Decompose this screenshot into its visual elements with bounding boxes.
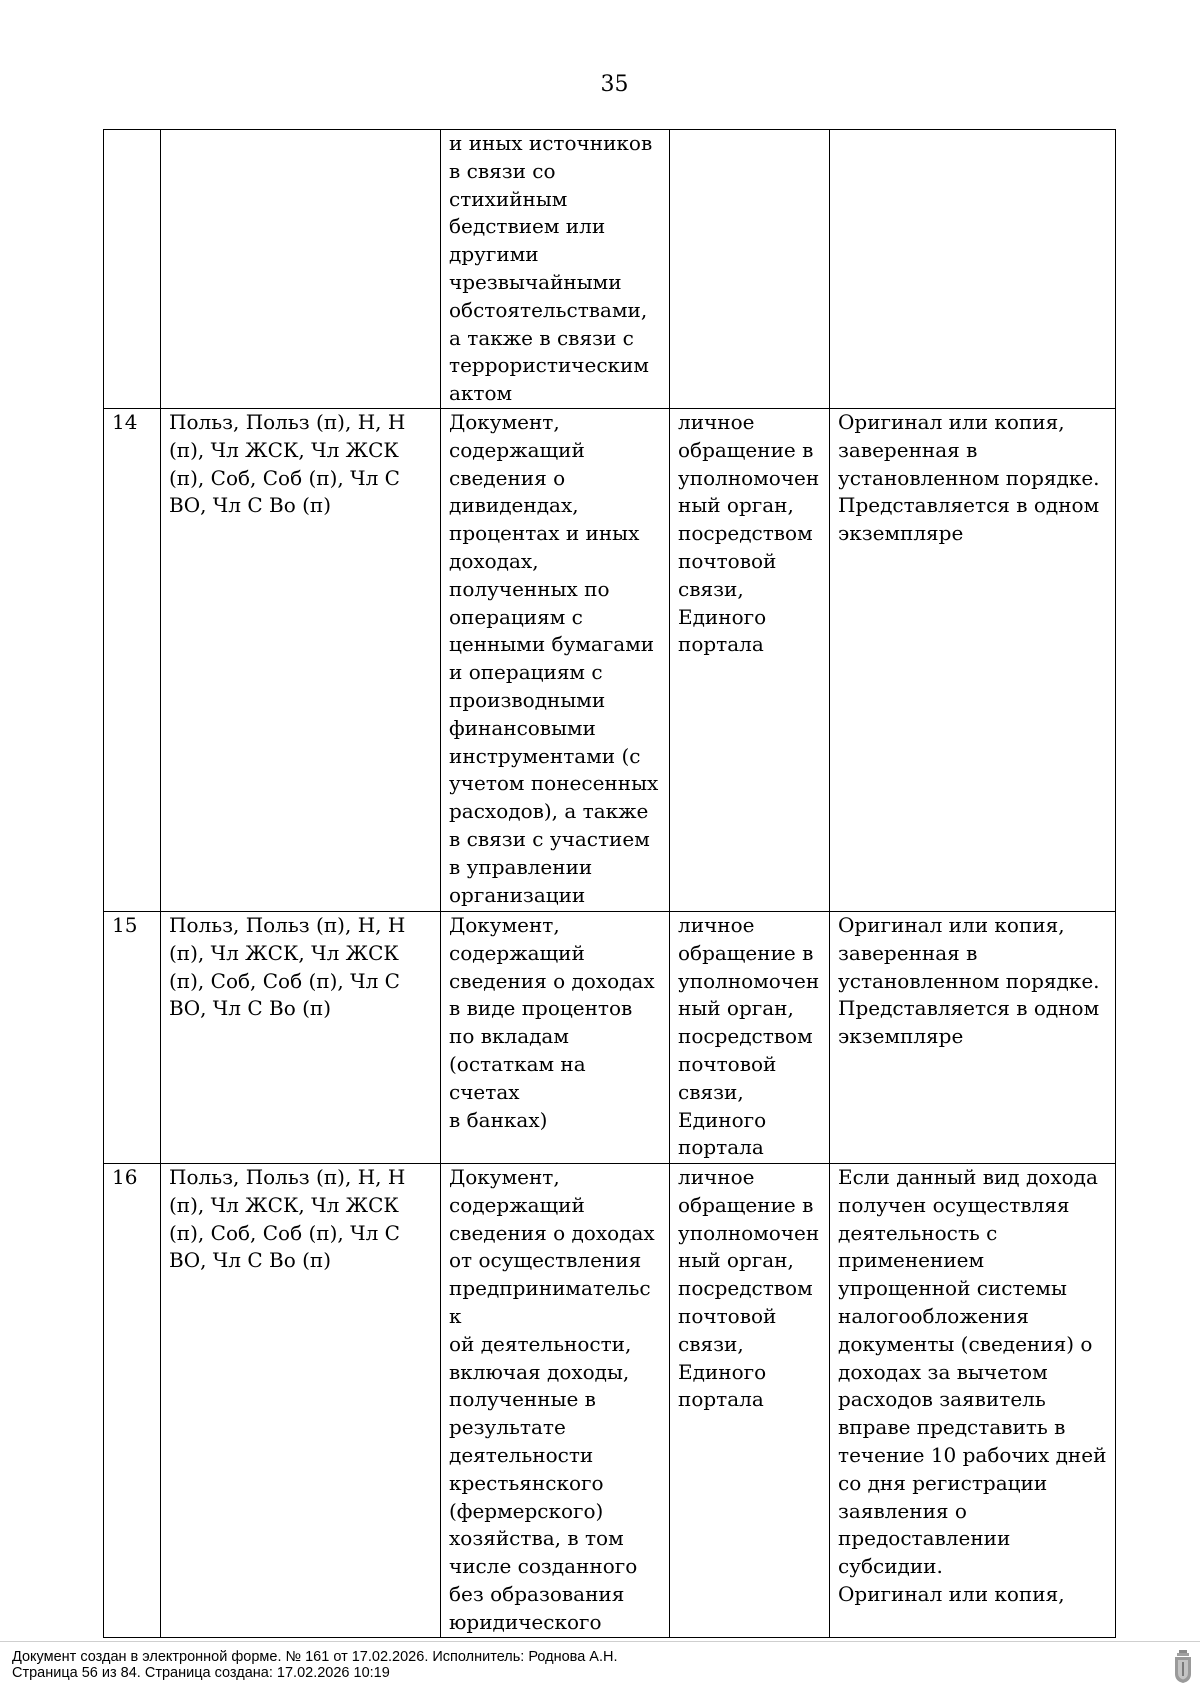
applicant-category: Польз, Польз (п), Н, Н (п), Чл ЖСК, Чл ЖСК (п), Соб, Соб (п), Чл С ВО, Чл С Во (п) <box>161 1164 441 1638</box>
submission-method: личное обращение в уполномочен ный орган, посредством почтовой связи, Единого портала <box>670 1164 830 1638</box>
row-number: 15 <box>104 912 161 1164</box>
document-description: Документ, содержащий сведения о дивидендах, процентах и иных доходах, полученных по операциям с ценными бумагами и операциям с производными финансовыми инструментами (с учетом понесенных расходов), а также в связи с участием в управлении организации <box>441 409 670 912</box>
document-note: Если данный вид дохода получен осуществляя деятельность с применением упрощенной системы налогообложения документы (сведения) о доходах за вычетом расходов заявитель вправе представить в течение 10 рабочих дней со дня регистрации заявления о предоставлении субсидии. Оригинал или копия, <box>830 1164 1116 1638</box>
footer-line-1: Документ создан в электронной форме. № 161 от 17.02.2026. Исполнитель: Роднова А.Н. <box>12 1649 618 1665</box>
table-row <box>104 409 1116 912</box>
row-number <box>104 130 161 409</box>
footer-divider <box>0 1641 1200 1642</box>
document-description: Документ, содержащий сведения о доходах в виде процентов по вкладам (остаткам на счетах в банках) <box>441 912 670 1164</box>
documents-table <box>103 129 1116 1638</box>
table-row <box>104 130 1116 409</box>
document-description: и иных источников в связи со стихийным бедствием или другими чрезвычайными обстоятельствами, а также в связи с террористическим актом <box>441 130 670 409</box>
applicant-category: Польз, Польз (п), Н, Н (п), Чл ЖСК, Чл ЖСК (п), Соб, Соб (п), Чл С ВО, Чл С Во (п) <box>161 912 441 1164</box>
document-description: Документ, содержащий сведения о доходах от осуществления предпринимательск ой деятельности, включая доходы, полученные в результате деятельности крестьянского (фермерского) хозяйства, в том числе созданного без образования юридического <box>441 1164 670 1638</box>
footer-line-2: Страница 56 из 84. Страница создана: 17.02.2026 10:19 <box>12 1665 390 1681</box>
row-number: 16 <box>104 1164 161 1638</box>
table-row <box>104 1164 1116 1638</box>
submission-method: личное обращение в уполномочен ный орган, посредством почтовой связи, Единого портала <box>670 912 830 1164</box>
row-number: 14 <box>104 409 161 912</box>
submission-method <box>670 130 830 409</box>
document-footer <box>12 1649 618 1681</box>
applicant-category: Польз, Польз (п), Н, Н (п), Чл ЖСК, Чл ЖСК (п), Соб, Соб (п), Чл С ВО, Чл С Во (п) <box>161 409 441 912</box>
table-row <box>104 912 1116 1164</box>
applicant-category <box>161 130 441 409</box>
document-note: Оригинал или копия, заверенная в установленном порядке. Представляется в одном экземпляре <box>830 912 1116 1164</box>
submission-method: личное обращение в уполномочен ный орган, посредством почтовой связи, Единого портала <box>670 409 830 912</box>
document-note: Оригинал или копия, заверенная в установленном порядке. Представляется в одном экземпляре <box>830 409 1116 912</box>
page-number: 35 <box>600 72 629 97</box>
coat-of-arms-icon <box>1174 1650 1192 1684</box>
document-note <box>830 130 1116 409</box>
